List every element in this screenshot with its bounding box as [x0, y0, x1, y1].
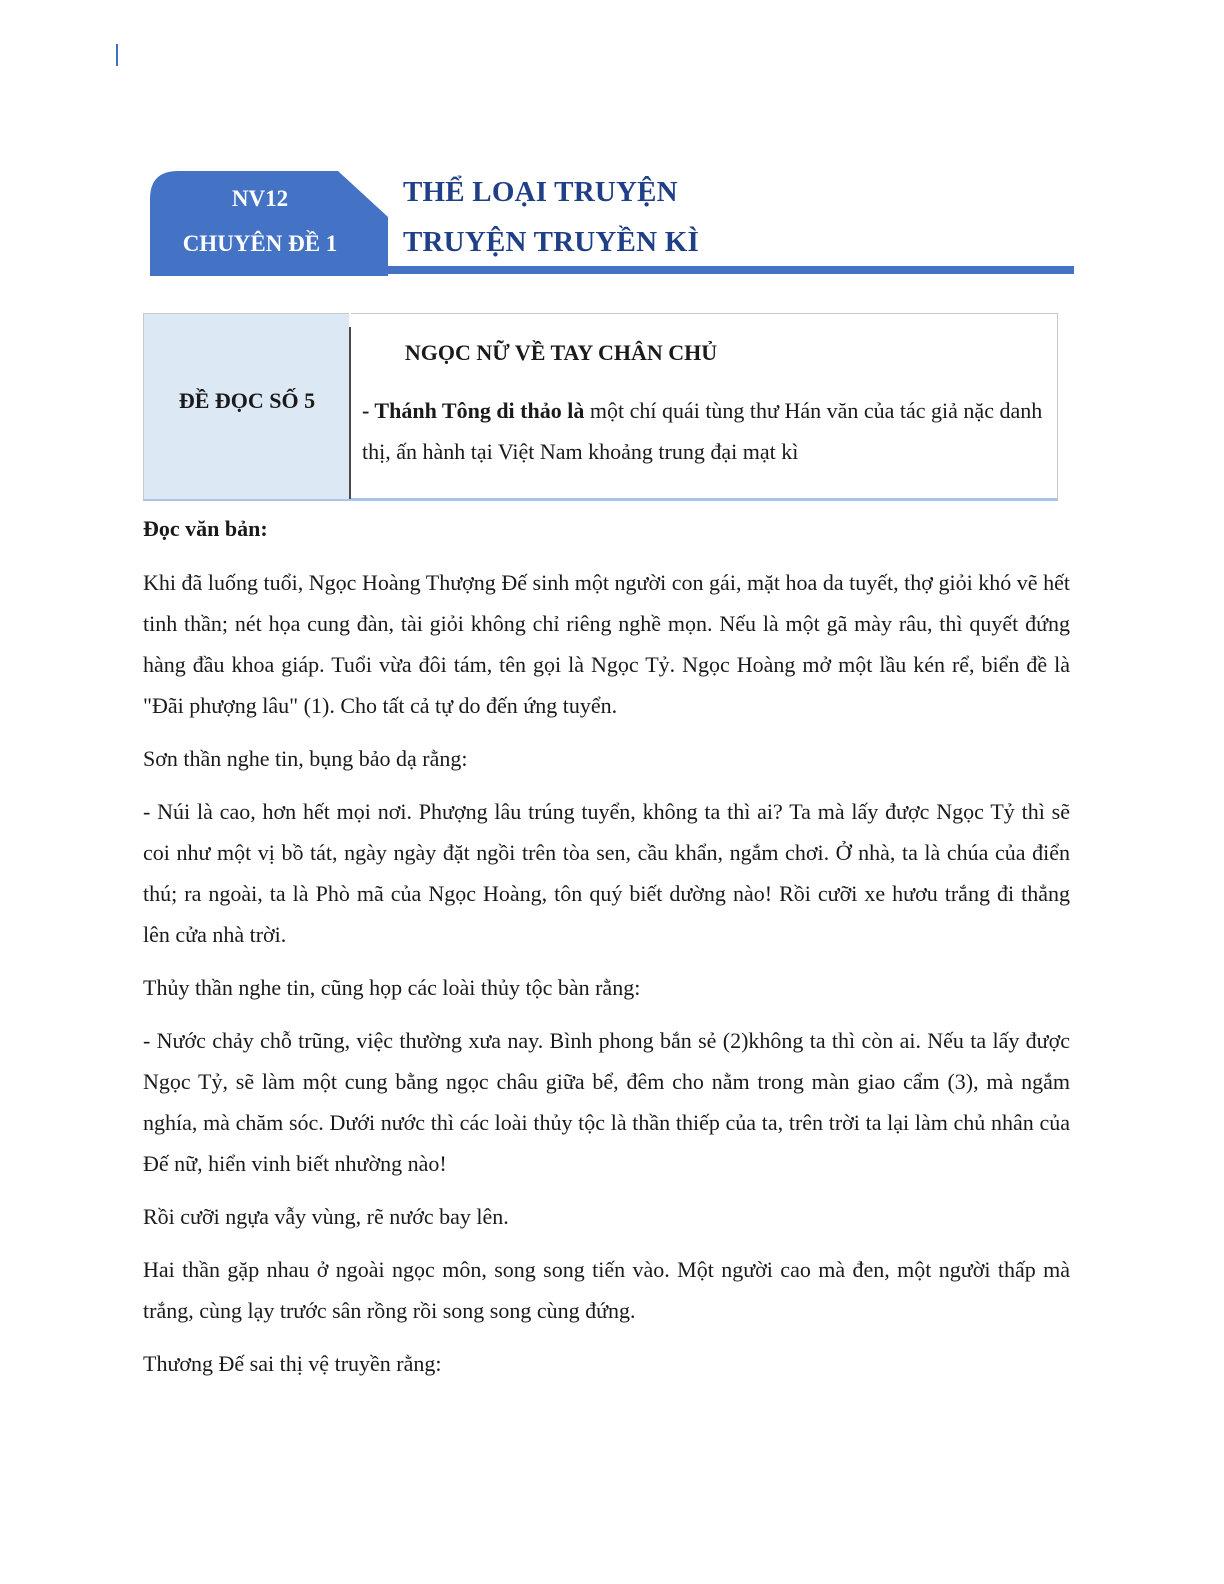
reading-heading: Đọc văn bản: — [143, 516, 268, 541]
subgenre-title: TRUYỆN TRUYỀN KÌ — [403, 226, 699, 258]
paragraph: Rồi cưỡi ngựa vẫy vùng, rẽ nước bay lên. — [143, 1204, 509, 1229]
paragraph: - Nước chảy chỗ trũng, việc thường xưa nay. Bình phong bắn sẻ (2)không ta thì còn ai. Nếu ta lấy được Ngọc Tỷ, sẽ làm một cung bằng ngọc châu giữa bể, đêm cho nằm trong màn giao cẩm (3), mà ngắm nghía, mà chăm sóc. Dưới nước thì các loài thủy tộc là thần thiếp của ta, trên trời ta lại làm chủ nhân của Đế nữ, hiển vinh biết nhường nào! — [143, 1028, 1070, 1176]
info-box-top-border — [351, 313, 1057, 314]
exercise-label: ĐỀ ĐỌC SỐ 5 — [178, 388, 316, 413]
chapter-code: NV12 — [231, 186, 289, 211]
text-cursor — [116, 44, 118, 66]
paragraph: Khi đã luống tuổi, Ngọc Hoàng Thượng Đế sinh một người con gái, mặt hoa da tuyết, thợ giỏi khó vẽ hết tinh thần; nét họa cung đàn, tài giỏi không chỉ riêng nghề mọn. Nếu là một gã mày râu, thì quyết đứng hàng đầu khoa giáp. Tuổi vừa đôi tám, tên gọi là Ngọc Tỷ. Ngọc Hoàng mở một lầu kén rể, biển đề là "Đãi phượng lâu" (1). Cho tất cả tự do đến ứng tuyển. — [143, 570, 1070, 718]
chapter-topic: CHUYÊN ĐỀ 1 — [182, 231, 338, 256]
reading-body — [143, 562, 1070, 1396]
story-title: NGỌC NỮ VỀ TAY CHÂN CHỦ — [404, 340, 718, 365]
source-detail: một chí quái tùng thư Hán văn của tác giả nặc danh thị, ấn hành tại Việt Nam khoảng trung đại mạt kì — [362, 398, 1043, 464]
source-description — [362, 390, 1052, 472]
genre-title: THỂ LOẠI TRUYỆN — [403, 176, 678, 208]
paragraph: Thương Đế sai thị vệ truyền rằng: — [143, 1351, 442, 1376]
header-rule — [386, 266, 1074, 274]
paragraph: Hai thần gặp nhau ở ngoài ngọc môn, song song tiến vào. Một người cao mà đen, một người thấp mà trắng, cùng lạy trước sân rồng rồi song song cùng đứng. — [143, 1257, 1070, 1323]
paragraph: Sơn thần nghe tin, bụng bảo dạ rằng: — [143, 746, 468, 771]
source-title: - Thánh Tông di thảo là — [362, 398, 585, 423]
paragraph: - Núi là cao, hơn hết mọi nơi. Phượng lâu trúng tuyển, không ta thì ai? Ta mà lấy được Ngọc Tỷ thì sẽ coi như một vị bồ tát, ngày ngày đặt ngồi trên tòa sen, cầu khẩn, ngắm chơi. Ở nhà, ta là chúa của điển thú; ra ngoài, ta là Phò mã của Ngọc Hoàng, tôn quý biết dường nào! Rồi cưỡi xe hươu trắng đi thẳng lên cửa nhà trời. — [143, 799, 1070, 947]
chapter-tab — [150, 171, 388, 276]
paragraph: Thủy thần nghe tin, cũng họp các loài thủy tộc bàn rằng: — [143, 975, 641, 1000]
